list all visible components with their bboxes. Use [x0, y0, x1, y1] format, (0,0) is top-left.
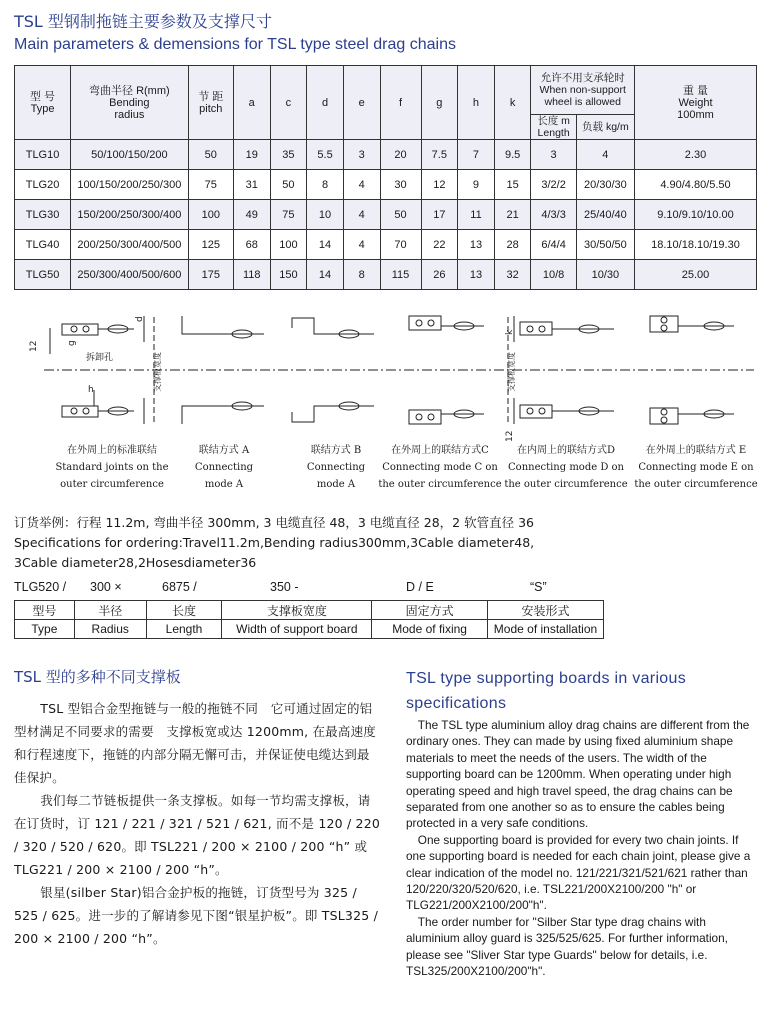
table-cell: 32 — [494, 260, 531, 290]
table-cell: 11 — [458, 200, 495, 230]
table-cell: 4 — [343, 230, 380, 260]
model-part-fixing: D / E — [406, 580, 434, 594]
ordering-example-cn: 订货举例：行程 11.2m, 弯曲半径 300mm, 3 电缆直径 48，3 电缆直径 28，2 软管直径 36 — [14, 515, 534, 530]
table-cell: 4.90/4.80/5.50 — [634, 170, 756, 200]
joint-caption-line: mode A — [316, 479, 356, 490]
table-cell: 118 — [233, 260, 270, 290]
table-cell: 2.30 — [634, 140, 756, 170]
table-cell: 12 — [421, 170, 458, 200]
table-cell: 8 — [307, 170, 344, 200]
parameters-table — [14, 65, 757, 290]
table-cell: 75 — [188, 170, 233, 200]
width-label-left: 支撑板宽度 — [153, 352, 162, 392]
table-cell: 9 — [458, 170, 495, 200]
joint-caption-line: mode A — [204, 479, 244, 490]
en-section — [406, 666, 758, 980]
joint-caption-line: outer circumference — [60, 479, 164, 490]
table-cell: 50 — [380, 200, 421, 230]
table-cell: 22 — [421, 230, 458, 260]
table-cell: 13 — [458, 230, 495, 260]
joint-drawing — [14, 302, 757, 452]
joint-caption — [626, 442, 766, 493]
table-cell: 9.10/9.10/10.00 — [634, 200, 756, 230]
joint-caption-line: 在外周上的联结方式 E — [645, 445, 747, 456]
table-row — [15, 230, 757, 260]
table-cell: 18.10/18.10/19.30 — [634, 230, 756, 260]
table-cell: 175 — [188, 260, 233, 290]
width-label-right: 支撑板宽度 — [507, 352, 516, 392]
header-f: f — [380, 66, 421, 140]
dim-g: g — [67, 340, 77, 346]
model-legend-en-cell: Width of support board — [222, 620, 372, 639]
table-cell: 14 — [307, 230, 344, 260]
header-weight: 重 量 Weight 100mm — [634, 66, 756, 140]
model-legend-cn-cell: 固定方式 — [372, 601, 488, 620]
table-row — [15, 140, 757, 170]
table-cell: 150 — [270, 260, 307, 290]
table-cell: 20 — [380, 140, 421, 170]
joint-caption — [496, 442, 636, 493]
dim-h: h — [88, 385, 94, 395]
model-legend-en-cell: Mode of installation — [488, 620, 604, 639]
cn-paragraph-2: 我们每二节链板提供一条支撑板。如每一节均需支撑板，请在订货时，订 121 / 221 / 321 / 521 / 621, 而不是 120 / 220 / 320 / 520 / 620。即 TSL221 / 200 × 2100 / 200 “h” 或 TLG221 / 200 × 2100 / 200 “h”。 — [14, 793, 380, 877]
model-legend-en-cell: Radius — [74, 620, 146, 639]
model-legend-en-cell: Type — [15, 620, 75, 639]
table-cell: 115 — [380, 260, 421, 290]
table-cell: 30/50/50 — [576, 230, 634, 260]
header-c: c — [270, 66, 307, 140]
table-cell: 200/250/300/400/500 — [71, 230, 189, 260]
ordering-example-en-2: 3Cable diameter28,2Hosesdiameter36 — [14, 555, 257, 570]
ordering-example — [14, 513, 534, 573]
header-h: h — [458, 66, 495, 140]
header-e: e — [343, 66, 380, 140]
page-title-cn: TSL 型钢制拖链主要参数及支撑尺寸 — [14, 12, 272, 31]
table-cell: 5.5 — [307, 140, 344, 170]
en-paragraph-3: The order number for "Silber Star type drag chains with aluminium alloy guard is 325/525/625. For further information, please see "Sliver Star type Guards" below for details, i.e. TSL325/200X2100/200"h". — [406, 914, 728, 979]
table-cell: 125 — [188, 230, 233, 260]
header-load: 负载 kg/m — [576, 115, 634, 140]
en-paragraph-2: One supporting board is provided for every two chain joints. If one supporting board is needed for each chain joint, please give a clear indication of the model no. 121/221/321/521/621 rather than 120/220/320/520/620, i.e. TSL221/200X2100/200 "h" or TLG221/200X2100/200"h". — [406, 832, 751, 913]
table-cell: 50 — [188, 140, 233, 170]
table-cell: 4/3/3 — [531, 200, 576, 230]
joint-caption-line: the outer circumference — [378, 479, 502, 490]
table-cell: TLG10 — [15, 140, 71, 170]
dim-d: d — [135, 316, 145, 322]
table-cell: 35 — [270, 140, 307, 170]
table-cell: TLG40 — [15, 230, 71, 260]
cn-paragraph-3: 银星(silber Star)铝合金护板的拖链，订货型号为 325 / 525 / 625。进一步的了解请参见下图“银星护板”。即 TSL325 / 200 × 2100 / 200 “h”。 — [14, 885, 378, 946]
ordering-example-en-1: Specifications for ordering:Travel11.2m,Bending radius300mm,3Cable diameter48, — [14, 535, 535, 550]
table-cell: 4 — [343, 200, 380, 230]
joint-caption-line: Connecting mode C on — [382, 462, 498, 473]
joint-caption-line: Connecting mode D on — [508, 462, 624, 473]
table-cell: 100 — [188, 200, 233, 230]
table-cell: 10 — [307, 200, 344, 230]
table-row — [15, 260, 757, 290]
table-cell: 150/200/250/300/400 — [71, 200, 189, 230]
cn-paragraph-1: TSL 型铝合金型拖链与一般的拖链不同 它可通过固定的铝型材满足不同要求的需要 支撑板宽或达 1200mm, 在最高速度和行程速度下，拖链的内部分隔无懈可击，并保证使电缆达到最佳保护。 — [14, 701, 376, 785]
joint-caption — [370, 442, 510, 493]
table-cell: 6/4/4 — [531, 230, 576, 260]
model-legend-en-cell: Length — [146, 620, 222, 639]
hole-label: 拆卸孔 — [86, 353, 114, 363]
header-a: a — [233, 66, 270, 140]
header-non-support: 允许不用支承轮时 When non-support wheel is allowed — [531, 66, 635, 115]
joint-caption-line: Connecting — [194, 462, 254, 473]
table-cell: TLG30 — [15, 200, 71, 230]
header-k: k — [494, 66, 531, 140]
model-legend-en-cell: Mode of fixing — [372, 620, 488, 639]
table-cell: 4 — [343, 170, 380, 200]
joint-caption — [52, 442, 172, 493]
table-cell: 10/8 — [531, 260, 576, 290]
table-cell: 25/40/40 — [576, 200, 634, 230]
table-cell: 30 — [380, 170, 421, 200]
table-cell: 100/150/200/250/300 — [71, 170, 189, 200]
joint-caption-line: Connecting — [306, 462, 366, 473]
table-cell: 70 — [380, 230, 421, 260]
table-cell: 100 — [270, 230, 307, 260]
table-cell: 20/30/30 — [576, 170, 634, 200]
table-cell: 49 — [233, 200, 270, 230]
header-bending-radius: 弯曲半径 R(mm) Bending radius — [71, 66, 189, 140]
table-cell: 9.5 — [494, 140, 531, 170]
table-cell: 26 — [421, 260, 458, 290]
model-part-type: TLG520 / — [14, 580, 67, 594]
table-cell: 75 — [270, 200, 307, 230]
header-type: 型 号 Type — [15, 66, 71, 140]
table-cell: 3/2/2 — [531, 170, 576, 200]
table-cell: 50 — [270, 170, 307, 200]
dim-k: k — [505, 329, 515, 335]
joint-caption-line: the outer circumference — [504, 479, 628, 490]
table-cell: 28 — [494, 230, 531, 260]
table-cell: TLG50 — [15, 260, 71, 290]
header-d: d — [307, 66, 344, 140]
model-part-length: 6875 / — [162, 580, 197, 594]
cn-section-heading: TSL 型的多种不同支撑板 — [14, 668, 181, 686]
joint-caption-line: 在内周上的联结方式D — [516, 445, 616, 456]
model-legend-cn-cell: 长度 — [146, 601, 222, 620]
table-cell: 13 — [458, 260, 495, 290]
joint-caption-line: Connecting mode E on — [638, 462, 754, 473]
model-part-installation: “S” — [530, 580, 547, 594]
table-cell: 8 — [343, 260, 380, 290]
model-legend-table — [14, 600, 604, 639]
page-title-en: Main parameters & demensions for TSL type steel drag chains — [14, 36, 456, 53]
joint-mode-d — [514, 316, 614, 424]
table-cell: 10/30 — [576, 260, 634, 290]
table-cell: 14 — [307, 260, 344, 290]
table-cell: 3 — [343, 140, 380, 170]
table-cell: 25.00 — [634, 260, 756, 290]
table-cell: 68 — [233, 230, 270, 260]
joint-caption-line: 在外周上的标准联结 — [67, 445, 157, 456]
header-pitch: 节 距 pitch — [188, 66, 233, 140]
table-cell: 7.5 — [421, 140, 458, 170]
table-cell: 3 — [531, 140, 576, 170]
table-cell: 21 — [494, 200, 531, 230]
table-cell: 17 — [421, 200, 458, 230]
model-number-line — [14, 580, 614, 598]
model-legend-cn-cell: 型号 — [15, 601, 75, 620]
joint-caption-line: 联结方式 B — [310, 445, 362, 456]
table-cell: 7 — [458, 140, 495, 170]
joint-caption-line: Standard joints on the — [55, 462, 169, 473]
table-row — [15, 200, 757, 230]
joint-caption-line: 在外周上的联结方式C — [391, 445, 489, 456]
table-cell: TLG20 — [15, 170, 71, 200]
table-cell: 15 — [494, 170, 531, 200]
header-g: g — [421, 66, 458, 140]
dim-12-lower: 12 — [505, 430, 515, 442]
table-cell: 250/300/400/500/600 — [71, 260, 189, 290]
model-legend-cn-cell: 支撑板宽度 — [222, 601, 372, 620]
model-part-radius: 300 × — [90, 580, 122, 594]
cn-section — [14, 666, 380, 950]
table-row — [15, 170, 757, 200]
table-cell: 31 — [233, 170, 270, 200]
en-paragraph-1: The TSL type aluminium alloy drag chains are different from the ordinary ones. They can made by using fixed aluminium shape materials to meet the needs of the users. The width of the supporting board can be 1200mm. When operating under high operating speed and high travel speed, the drag chains can be separated from one another so as to ensure the cables being protected in a very safe conditions. — [406, 718, 750, 831]
model-legend-cn-cell: 半径 — [74, 601, 146, 620]
dim-12-upper: 12 — [29, 340, 39, 352]
model-legend-cn-cell: 安装形式 — [488, 601, 604, 620]
joint-caption-line: 联结方式 A — [198, 445, 250, 456]
joint-caption-line: the outer circumference — [634, 479, 758, 490]
joint-caption — [174, 442, 274, 493]
en-section-heading: TSL type supporting boards in various specifications — [406, 670, 686, 712]
model-part-width: 350 - — [270, 580, 299, 594]
header-length: 长度 m Length — [531, 115, 576, 140]
table-cell: 19 — [233, 140, 270, 170]
table-cell: 4 — [576, 140, 634, 170]
joint-diagrams — [14, 302, 757, 498]
table-cell: 50/100/150/200 — [71, 140, 189, 170]
